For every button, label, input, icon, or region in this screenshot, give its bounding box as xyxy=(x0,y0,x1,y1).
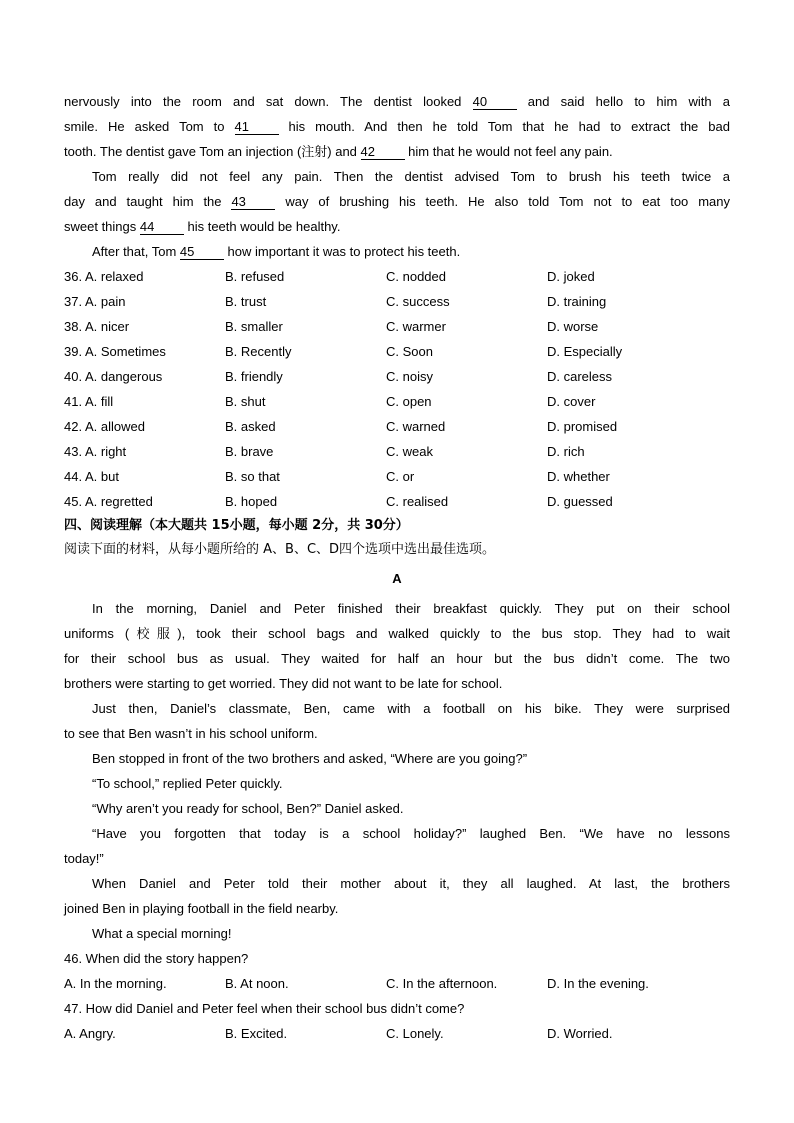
question-stem: 46. When did the story happen? xyxy=(64,951,249,966)
option: C. weak xyxy=(386,444,433,459)
option: C. In the afternoon. xyxy=(386,976,498,991)
text-line: In the morning, Daniel and Peter finished their breakfast quickly. They put on their school xyxy=(92,601,730,616)
option-row xyxy=(64,489,730,514)
option: D. guessed xyxy=(547,494,613,509)
option: D. whether xyxy=(547,469,610,484)
option: C. or xyxy=(386,469,415,484)
option: 41. A. fill xyxy=(64,394,114,409)
option: A. Angry. xyxy=(64,1026,116,1041)
option: 45. A. regretted xyxy=(64,494,153,509)
option: 43. A. right xyxy=(64,444,127,459)
option-row xyxy=(64,389,730,414)
option-row xyxy=(64,364,730,389)
option: C. nodded xyxy=(386,269,446,284)
section-instruction: 阅读下面的材料，从每小题所给的 A、B、C、D四个选项中选出最佳选项。 xyxy=(64,542,496,557)
text-line: joined Ben in playing football in the field nearby. xyxy=(64,901,339,916)
text-line: today!” xyxy=(64,851,104,866)
answer-blank: 44 xyxy=(140,220,184,235)
option: D. Worried. xyxy=(547,1026,613,1041)
option: C. warned xyxy=(386,419,446,434)
option: C. success xyxy=(386,294,450,309)
option: 40. A. dangerous xyxy=(64,369,163,384)
option: B. so that xyxy=(225,469,280,484)
option: D. careless xyxy=(547,369,613,384)
option-row xyxy=(64,464,730,489)
option: B. Excited. xyxy=(225,1026,288,1041)
answer-blank: 40 xyxy=(473,95,517,110)
option: B. hoped xyxy=(225,494,278,509)
option-row xyxy=(64,439,730,464)
text-line: What a special morning! xyxy=(92,926,232,941)
option: B. Recently xyxy=(225,344,292,359)
questions xyxy=(64,946,730,1046)
option-row xyxy=(64,314,730,339)
cloze-options xyxy=(64,264,730,514)
option: 44. A. but xyxy=(64,469,119,484)
option: D. cover xyxy=(547,394,596,409)
text-line: Tom really did not feel any pain. Then the dentist advised Tom to brush his teeth twice a xyxy=(92,169,730,184)
answer-blank: 43 xyxy=(231,195,275,210)
option: B. smaller xyxy=(225,319,283,334)
option: B. brave xyxy=(225,444,274,459)
option: D. In the evening. xyxy=(547,976,649,991)
option: C. Soon xyxy=(386,344,433,359)
option: 39. A. Sometimes xyxy=(64,344,166,359)
text-line: “Why aren’t you ready for school, Ben?” Daniel asked. xyxy=(92,801,404,816)
text-line: sweet things 44 his teeth would be healthy. xyxy=(64,219,341,234)
text-line: Ben stopped in front of the two brothers and asked, “Where are you going?” xyxy=(92,751,528,766)
option: B. asked xyxy=(225,419,276,434)
text-line: brothers were starting to get worried. They did not want to be late for school. xyxy=(64,676,503,691)
option: 38. A. nicer xyxy=(64,319,130,334)
option: D. worse xyxy=(547,319,599,334)
option: A. In the morning. xyxy=(64,976,167,991)
option-row xyxy=(64,971,730,996)
option-row xyxy=(64,1021,730,1046)
text-line: tooth. The dentist gave Tom an injection (注射) and 42 him that he would not feel any pain. xyxy=(64,144,613,159)
option: D. training xyxy=(547,294,607,309)
reading-passage xyxy=(64,596,730,946)
option: D. promised xyxy=(547,419,618,434)
text-line: day and taught him the 43 way of brushing his teeth. He also told Tom not to eat too many xyxy=(64,194,730,209)
answer-blank: 45 xyxy=(180,245,224,260)
option: B. refused xyxy=(225,269,285,284)
passage-label: A xyxy=(392,571,402,586)
text-line: smile. He asked Tom to 41 his mouth. And then he told Tom that he had to extract the bad xyxy=(64,119,730,134)
option: D. Especially xyxy=(547,344,623,359)
text-line: “To school,” replied Peter quickly. xyxy=(92,776,283,791)
text-line: for their school bus as usual. They waited for half an hour but the bus didn’t come. The two xyxy=(64,651,730,666)
option: C. open xyxy=(386,394,432,409)
text-line: to see that Ben wasn’t in his school uniform. xyxy=(64,726,318,741)
option-row xyxy=(64,339,730,364)
option: C. realised xyxy=(386,494,449,509)
text-line: Just then, Daniel’s classmate, Ben, came with a football on his bike. They were surprised xyxy=(92,701,730,716)
option: 36. A. relaxed xyxy=(64,269,144,284)
option-row xyxy=(64,414,730,439)
option: B. At noon. xyxy=(225,976,289,991)
option: 42. A. allowed xyxy=(64,419,145,434)
text-line: nervously into the room and sat down. The dentist looked 40 and said hello to him with a xyxy=(64,94,730,109)
option: B. friendly xyxy=(225,369,283,384)
option: C. Lonely. xyxy=(386,1026,444,1041)
option-row xyxy=(64,264,730,289)
text-line: When Daniel and Peter told their mother about it, they all laughed. At last, the brothers xyxy=(92,876,730,891)
option: B. shut xyxy=(225,394,266,409)
text-line: After that, Tom 45 how important it was to protect his teeth. xyxy=(92,244,461,259)
text-line: “Have you forgotten that today is a school holiday?” laughed Ben. “We have no lessons xyxy=(92,826,730,841)
option: D. joked xyxy=(547,269,595,284)
question-stem: 47. How did Daniel and Peter feel when their school bus didn’t come? xyxy=(64,1001,465,1016)
answer-blank: 42 xyxy=(361,145,405,160)
option: C. warmer xyxy=(386,319,446,334)
option: 37. A. pain xyxy=(64,294,126,309)
option: D. rich xyxy=(547,444,585,459)
option-row xyxy=(64,289,730,314)
answer-blank: 41 xyxy=(235,120,279,135)
option: C. noisy xyxy=(386,369,433,384)
section-heading: 四、阅读理解（本大题共 15小题，每小题 2分，共 30分） xyxy=(64,518,409,533)
document-page xyxy=(64,89,730,1046)
cloze-passage xyxy=(64,89,730,264)
text-line: uniforms (校服), took their school bags and walked quickly to the bus stop. They had to wait xyxy=(64,626,730,641)
option: B. trust xyxy=(225,294,267,309)
